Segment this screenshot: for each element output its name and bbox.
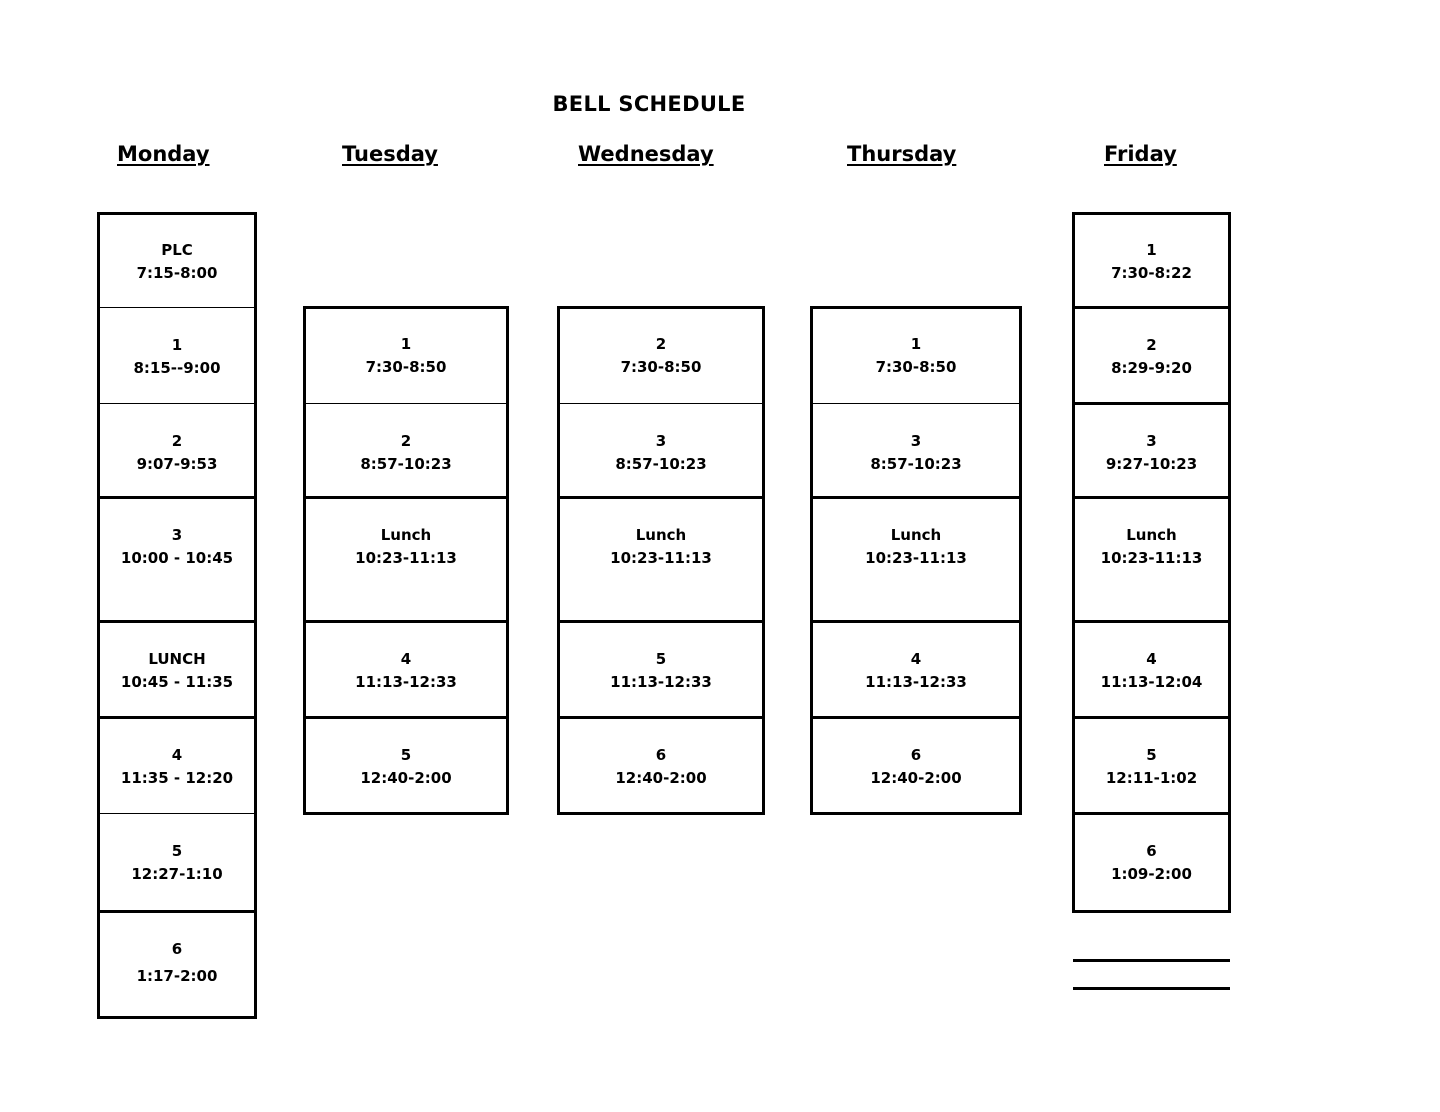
period-cell — [1075, 307, 1228, 403]
period-label: 5 — [1146, 746, 1157, 764]
period-time: 12:11-1:02 — [1105, 769, 1198, 787]
period-cell — [813, 403, 1019, 497]
period-label: 4 — [171, 746, 183, 764]
period-label: 4 — [910, 650, 922, 668]
period-label: 6 — [910, 746, 922, 764]
page-title: BELL SCHEDULE — [552, 92, 746, 116]
period-label: 3 — [1146, 432, 1157, 450]
period-time: 7:30-8:50 — [365, 358, 447, 376]
period-label: Lunch — [890, 526, 942, 544]
period-cell — [306, 717, 506, 815]
period-cell — [1075, 403, 1228, 497]
period-time: 9:07-9:53 — [136, 455, 218, 473]
period-cell — [813, 621, 1019, 717]
period-label: Lunch — [635, 526, 687, 544]
schedule-column-tuesday — [303, 306, 509, 815]
period-label: 6 — [1146, 842, 1157, 860]
period-cell — [100, 403, 254, 497]
period-label: 4 — [400, 650, 412, 668]
period-cell — [1075, 717, 1228, 813]
period-cell — [1075, 497, 1228, 621]
period-time: 10:23-11:13 — [610, 549, 712, 567]
period-time: 12:40-2:00 — [360, 769, 452, 787]
period-time: 12:40-2:00 — [870, 769, 962, 787]
period-cell — [560, 717, 762, 815]
period-time: 1:17-2:00 — [136, 967, 218, 985]
period-cell — [100, 813, 254, 911]
period-time: 11:13-12:33 — [355, 673, 457, 691]
period-cell — [100, 497, 254, 621]
day-header-friday: Friday — [1104, 142, 1177, 166]
period-time: 8:57-10:23 — [615, 455, 707, 473]
schedule-column-friday — [1072, 212, 1231, 913]
period-cell — [560, 497, 762, 621]
period-time: 11:13-12:33 — [610, 673, 712, 691]
period-time: 11:13-12:33 — [865, 673, 967, 691]
period-label: 5 — [171, 842, 183, 860]
period-label: 3 — [655, 432, 667, 450]
period-time: 8:15--9:00 — [133, 359, 221, 377]
period-label: 2 — [1146, 336, 1157, 354]
period-time: 10:23-11:13 — [1100, 549, 1203, 567]
blank-line-2 — [1073, 987, 1230, 990]
day-header-wednesday: Wednesday — [578, 142, 714, 166]
period-cell — [100, 621, 254, 717]
period-time: 12:40-2:00 — [615, 769, 707, 787]
period-label: 1 — [171, 336, 183, 354]
period-label: 1 — [1146, 241, 1157, 259]
period-cell — [1075, 813, 1228, 913]
period-cell — [1075, 212, 1228, 307]
day-header-tuesday: Tuesday — [342, 142, 438, 166]
period-cell — [306, 306, 506, 403]
period-time: 7:30-8:50 — [875, 358, 957, 376]
period-cell — [813, 717, 1019, 815]
period-cell — [813, 497, 1019, 621]
period-time: 1:09-2:00 — [1111, 865, 1192, 883]
period-cell — [560, 306, 762, 403]
period-cell — [100, 212, 254, 307]
period-time: 7:30-8:50 — [620, 358, 702, 376]
period-time: 10:23-11:13 — [355, 549, 457, 567]
period-time: 8:57-10:23 — [360, 455, 452, 473]
period-cell — [560, 621, 762, 717]
schedule-column-wednesday — [557, 306, 765, 815]
period-label: LUNCH — [148, 650, 206, 668]
period-label: 1 — [910, 335, 922, 353]
schedule-column-thursday — [810, 306, 1022, 815]
day-header-monday: Monday — [117, 142, 210, 166]
day-header-thursday: Thursday — [847, 142, 957, 166]
period-cell — [813, 306, 1019, 403]
schedule-column-monday — [97, 212, 257, 1019]
period-label: 4 — [1146, 650, 1157, 668]
period-time: 10:23-11:13 — [865, 549, 967, 567]
blank-line-1 — [1073, 959, 1230, 962]
period-cell — [1075, 621, 1228, 717]
period-cell — [100, 307, 254, 403]
period-label: Lunch — [1126, 526, 1177, 544]
period-time: 9:27-10:23 — [1105, 455, 1198, 473]
period-label: 1 — [400, 335, 412, 353]
period-label: PLC — [161, 241, 193, 259]
period-time: 8:29-9:20 — [1111, 359, 1192, 377]
period-cell — [100, 717, 254, 813]
period-label: 2 — [400, 432, 412, 450]
period-label: 2 — [655, 335, 667, 353]
period-label: 2 — [171, 432, 183, 450]
period-time: 8:57-10:23 — [870, 455, 962, 473]
period-time: 10:00 - 10:45 — [120, 549, 234, 567]
period-label: 3 — [171, 526, 183, 544]
period-label: 6 — [655, 746, 667, 764]
period-label: 3 — [910, 432, 922, 450]
period-label: 5 — [400, 746, 412, 764]
period-label: 6 — [171, 940, 183, 958]
period-cell — [306, 403, 506, 497]
period-time: 10:45 - 11:35 — [120, 673, 234, 691]
period-time: 12:27-1:10 — [131, 865, 223, 883]
period-label: 5 — [655, 650, 667, 668]
period-cell — [560, 403, 762, 497]
period-label: Lunch — [380, 526, 432, 544]
period-cell — [100, 911, 254, 1019]
period-time: 11:13-12:04 — [1100, 673, 1203, 691]
period-cell — [306, 497, 506, 621]
period-time: 7:15-8:00 — [136, 264, 218, 282]
period-time: 7:30-8:22 — [1111, 264, 1192, 282]
period-cell — [306, 621, 506, 717]
period-time: 11:35 - 12:20 — [120, 769, 234, 787]
